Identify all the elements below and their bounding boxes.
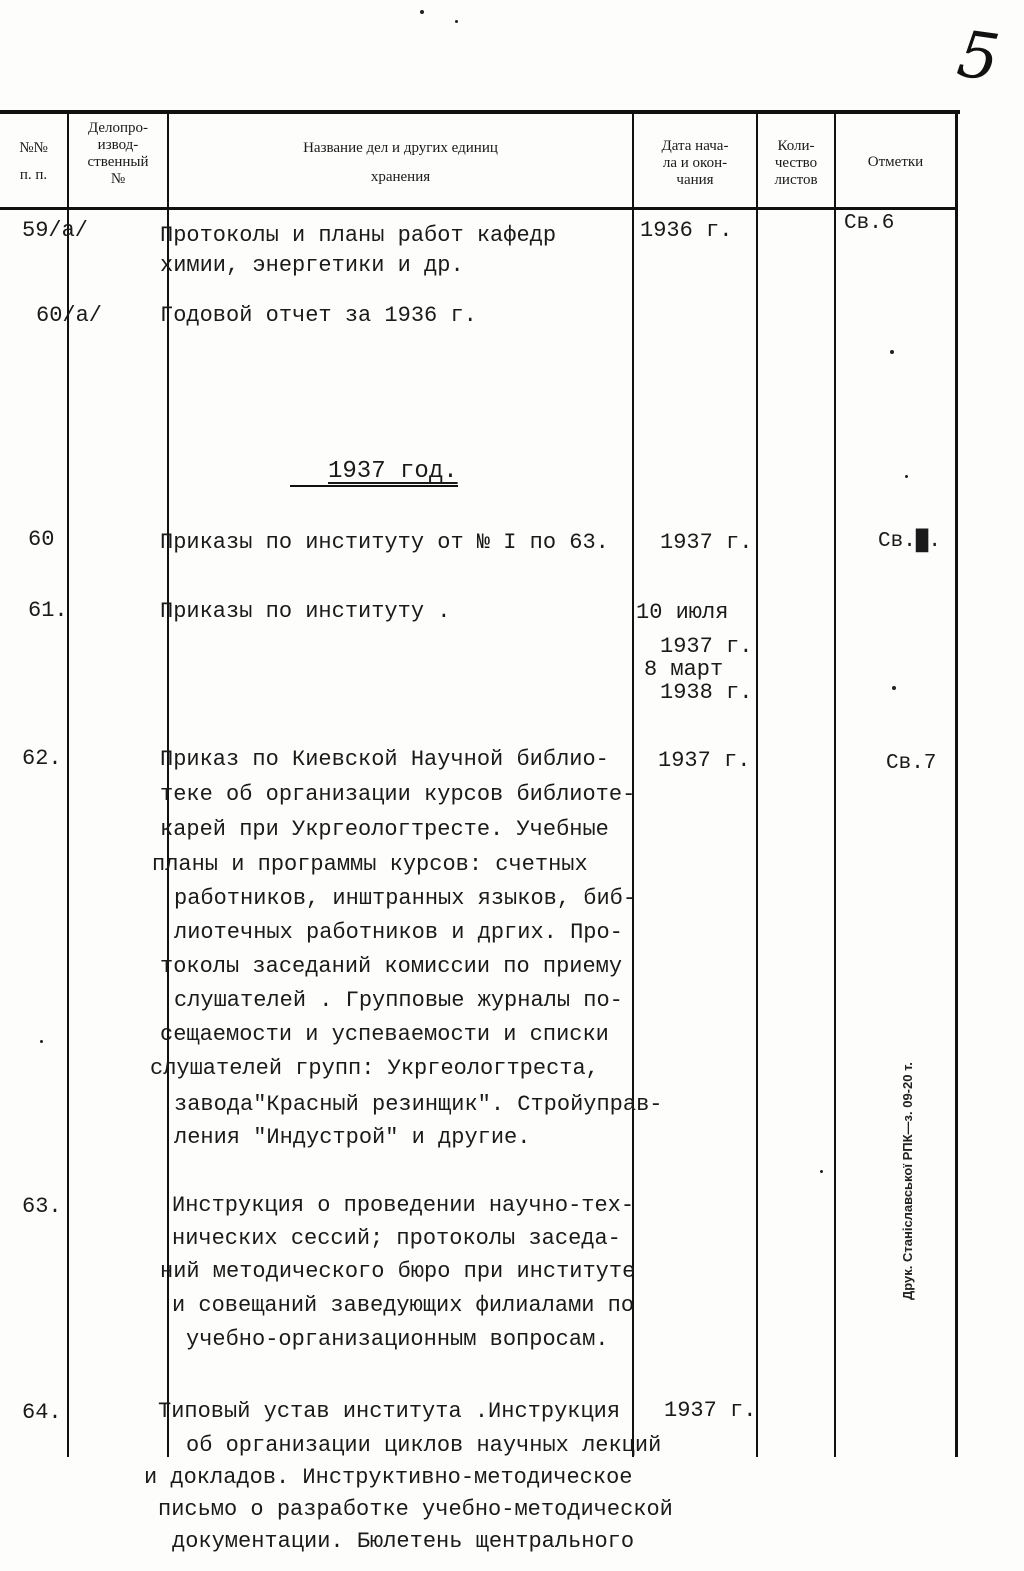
entry-title-line: Приказы по институту .: [160, 599, 451, 624]
entry-title-line: планы и программы курсов: счетных: [152, 852, 588, 877]
entry-title-line: Приказ по Киевской Научной библио-: [160, 747, 609, 772]
entry-title-line: лиотечных работников и дргих. Про-: [174, 920, 623, 945]
page-number: 5: [953, 17, 1004, 97]
column-divider-4: [756, 112, 758, 1457]
entry-number: 63.: [22, 1194, 62, 1219]
entry-number: 64.: [22, 1400, 62, 1425]
entry-title-line: Годовой отчет за 1936 г.: [160, 303, 477, 328]
header-col-number: №№ п. п.: [19, 140, 48, 183]
entry-number: 62.: [22, 746, 62, 771]
entry-date-line: 1937 г.: [660, 634, 753, 659]
entry-date: 1936 г.: [640, 218, 733, 243]
header-col-office-number: Делопро- извод- ственный №: [87, 120, 149, 187]
entry-date-line: 8 март: [644, 657, 724, 682]
entry-title-line: слушателей групп: Укргеологтреста,: [150, 1056, 599, 1081]
entry-title-line: работников, инштранных языков, биб-: [174, 886, 637, 911]
scan-speck: [420, 10, 424, 14]
table-top-border: [0, 110, 960, 114]
entry-title-line: Приказы по институту от № I по 63.: [160, 530, 609, 555]
entry-title-line: и совещаний заведующих филиалами по: [172, 1293, 635, 1318]
entry-title-line: Протоколы и планы работ кафедр: [160, 223, 557, 248]
scan-speck: [455, 20, 458, 23]
entry-title-line: химии, энергетики и др.: [160, 253, 464, 278]
entry-date: 1937 г.: [660, 530, 753, 555]
entry-title-line: Типовый устав института .Инструкция: [158, 1399, 621, 1424]
entry-title-line: карей при Укргеологтресте. Учебные: [160, 817, 609, 842]
entry-title-line: сещаемости и успеваемости и списки: [160, 1022, 609, 1047]
entry-title-line: учебно-организационным вопросам.: [186, 1327, 609, 1352]
entry-title-line: и докладов. Инструктивно-методическое: [144, 1465, 633, 1490]
entry-title-line: документации. Бюлетень щентрального: [172, 1529, 635, 1554]
entry-number: 60: [28, 527, 55, 552]
entry-note: Св.█.: [878, 530, 942, 553]
table-right-border: [955, 112, 958, 1457]
year-heading: 1937 год.: [328, 458, 458, 485]
scan-speck: [40, 1040, 43, 1043]
header-col-notes: Отметки: [867, 154, 924, 170]
entry-number: 60/а/: [36, 303, 103, 328]
header-col-title: Название дел и других единиц хранения: [303, 140, 498, 185]
header-col-sheets: Коли- чество листов: [774, 138, 818, 188]
scan-speck: [905, 475, 908, 478]
entry-title-line: токолы заседаний комиссии по приему: [160, 954, 623, 979]
entry-title-line: ления "Индустрой" и другие.: [174, 1125, 531, 1150]
entry-date-line: 1938 г.: [660, 680, 753, 705]
entry-number: 59/а/: [22, 218, 89, 243]
entry-title-line: об организации циклов научных лекций: [186, 1433, 662, 1458]
entry-note: Св.7: [886, 752, 937, 775]
scan-speck: [820, 1170, 823, 1173]
entry-date: 1937 г.: [658, 748, 751, 773]
entry-date: 1937 г.: [664, 1398, 757, 1423]
entry-title-line: завода"Красный резинщик". Стройупрaв-: [174, 1092, 663, 1117]
entry-note: Св.6: [844, 212, 895, 235]
entry-date-line: 10 июля: [636, 600, 729, 625]
entry-number: 61.: [28, 598, 68, 623]
header-bottom-border: [0, 207, 955, 210]
entry-title-line: письмо о разработке учебно-методической: [158, 1497, 673, 1522]
printer-imprint: Друк. Станіславської РПК—з. 09-20 т.: [900, 1062, 915, 1300]
entry-title-line: нических сессий; протоколы заседа-: [172, 1226, 621, 1251]
entry-title-line: Инструкция о проведении научно-тех-: [172, 1193, 635, 1218]
entry-title-line: теке об организации курсов библиоте-: [160, 782, 636, 807]
scan-speck: [890, 350, 894, 354]
scan-speck: [892, 686, 896, 690]
entry-title-line: ний методического бюро при институте: [160, 1259, 636, 1284]
entry-title-line: слушателей . Групповые журналы по-: [174, 988, 623, 1013]
column-divider-5: [834, 112, 836, 1457]
header-col-dates: Дата нача- ла и окон- чания: [661, 138, 729, 188]
year-heading-underline: [290, 485, 458, 487]
